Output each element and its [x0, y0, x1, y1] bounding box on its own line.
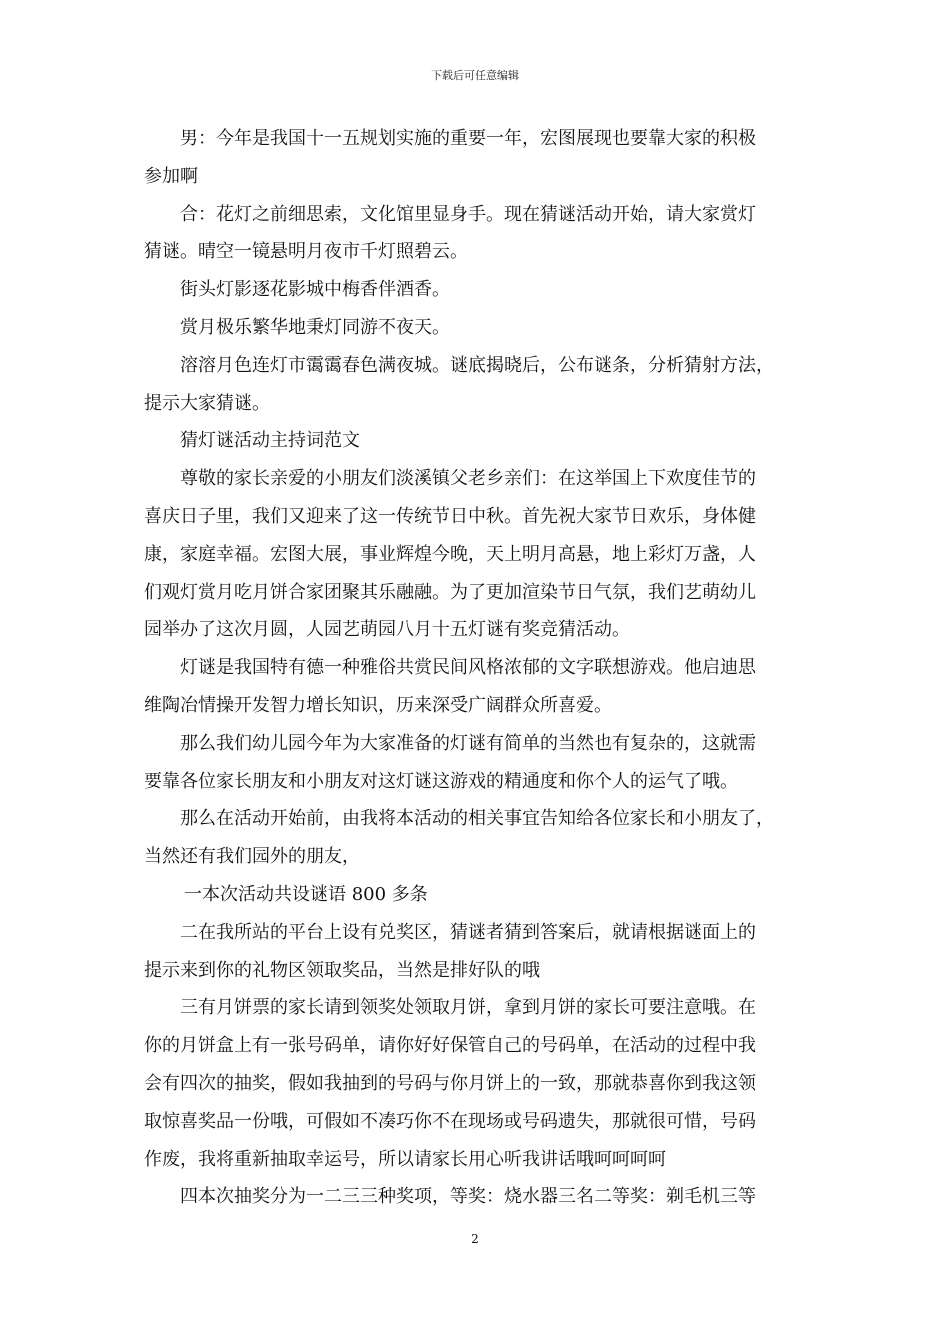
paragraph-line: 尊敬的家长亲爱的小朋友们淡溪镇父老乡亲们：在这举国上下欢度佳节的 — [180, 468, 756, 490]
paragraph-line: 维陶冶情操开发智力增长知识，历来深受广阔群众所喜爱。 — [144, 694, 612, 716]
paragraph-line: 灯谜是我国特有德一种雅俗共赏民间风格浓郁的文字联想游戏。他启迪思 — [180, 657, 756, 679]
paragraph-line: 街头灯影逐花影城中梅香伴酒香。 — [180, 279, 450, 301]
paragraph-line: 喜庆日子里，我们又迎来了这一传统节日中秋。首先祝大家节日欢乐，身体健 — [144, 505, 756, 527]
paragraph-line: 合：花灯之前细思索，文化馆里显身手。现在猜谜活动开始，请大家赏灯 — [180, 203, 756, 225]
paragraph-line: 那么在活动开始前，由我将本活动的相关事宜告知给各位家长和小朋友了， — [180, 808, 774, 830]
header-note: 下载后可任意编辑 — [431, 69, 519, 82]
paragraph-line: 取惊喜奖品一份哦，可假如不凑巧你不在现场或号码遗失，那就很可惜，号码 — [144, 1110, 756, 1132]
paragraph-line: 二在我所站的平台上设有兑奖区，猜谜者猜到答案后，就请根据谜面上的 — [180, 921, 756, 943]
paragraph-line: 赏月极乐繁华地秉灯同游不夜天。 — [180, 316, 450, 338]
paragraph-line: 男：今年是我国十一五规划实施的重要一年，宏图展现也要靠大家的积极 — [180, 128, 756, 149]
paragraph-line: 四本次抽奖分为一二三三种奖项，等奖：烧水器三名二等奖：剃毛机三等 — [180, 1186, 756, 1208]
paragraph-line: 要靠各位家长朋友和小朋友对这灯谜这游戏的精通度和你个人的运气了哦。 — [144, 770, 738, 792]
paragraph-line: 猜谜。晴空一镜悬明月夜市千灯照碧云。 — [144, 241, 468, 263]
paragraph-line: 提示来到你的礼物区领取奖品，当然是排好队的哦 — [144, 959, 540, 981]
paragraph-line: 三有月饼票的家长请到领奖处领取月饼，拿到月饼的家长可要注意哦。在 — [180, 997, 756, 1019]
paragraph-line: 你的月饼盒上有一张号码单，请你好好保管自己的号码单，在活动的过程中我 — [144, 1035, 756, 1057]
paragraph-line: 提示大家猜谜。 — [144, 392, 270, 414]
paragraph-line: 们观灯赏月吃月饼合家团聚其乐融融。为了更加渲染节日气氛，我们艺萌幼儿 — [144, 581, 756, 603]
paragraph-line: 溶溶月色连灯市霭霭春色满夜城。谜底揭晓后，公布谜条，分析猜射方法， — [180, 354, 774, 376]
section-heading: 猜灯谜活动主持词范文 — [180, 430, 360, 452]
paragraph-line: 参加啊 — [144, 165, 198, 187]
document-body — [144, 120, 822, 1216]
paragraph-line: 那么我们幼儿园今年为大家准备的灯谜有简单的当然也有复杂的，这就需 — [180, 732, 756, 754]
paragraph-line: 作废，我将重新抽取幸运号，所以请家长用心听我讲话哦呵呵呵呵 — [144, 1148, 666, 1170]
paragraph-line: 一本次活动共设谜语 800 多条 — [184, 883, 428, 905]
page-number: 2 — [471, 1232, 479, 1246]
paragraph-line: 会有四次的抽奖，假如我抽到的号码与你月饼上的一致，那就恭喜你到我这领 — [144, 1072, 756, 1094]
paragraph-line: 园举办了这次月圆，人园艺萌园八月十五灯谜有奖竞猜活动。 — [144, 619, 630, 641]
paragraph-line: 当然还有我们园外的朋友， — [144, 846, 360, 868]
paragraph-line: 康，家庭幸福。宏图大展，事业辉煌今晚，天上明月高悬，地上彩灯万盏，人 — [144, 543, 756, 565]
